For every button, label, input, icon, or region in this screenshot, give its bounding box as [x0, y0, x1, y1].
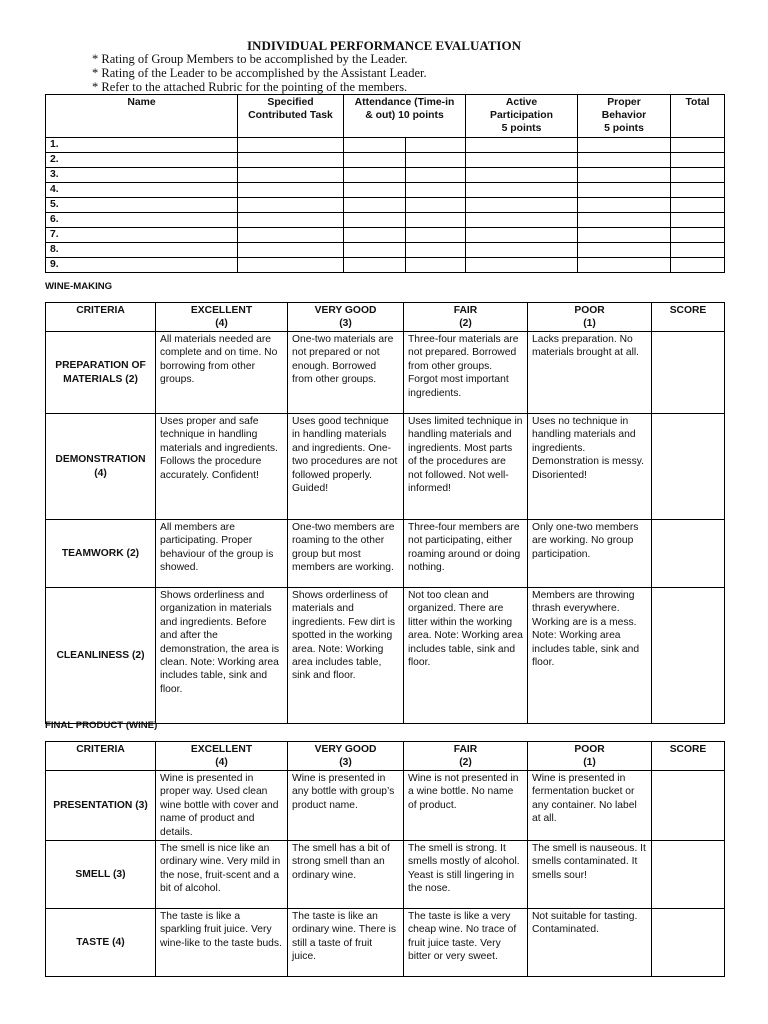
task-cell[interactable]: [238, 183, 344, 198]
page-title: INDIVIDUAL PERFORMANCE EVALUATION: [247, 38, 521, 53]
time-out-cell[interactable]: [406, 213, 466, 228]
participation-cell[interactable]: [466, 198, 578, 213]
behavior-cell[interactable]: [578, 153, 671, 168]
total-cell[interactable]: [671, 168, 725, 183]
header-poor: POOR (1): [528, 742, 652, 771]
members-rating-table: [45, 94, 725, 273]
participation-cell[interactable]: [466, 168, 578, 183]
time-out-cell[interactable]: [406, 243, 466, 258]
criteria-cell: DEMONSTRATION (4): [46, 414, 156, 520]
member-name-cell[interactable]: 1.: [46, 138, 238, 153]
criteria-cell: TEAMWORK (2): [46, 520, 156, 588]
final-product-rubric-table: [45, 741, 725, 977]
score-cell[interactable]: [652, 841, 725, 909]
fair-descriptor-cell: The smell is strong. It smells mostly of alcohol. Yeast is still lingering in the nose.: [404, 841, 528, 909]
very-good-descriptor-cell: Wine is presented in any bottle with group’s product name.: [288, 771, 404, 841]
time-in-cell[interactable]: [344, 243, 406, 258]
winemaking-rubric-table: [45, 302, 725, 724]
score-cell[interactable]: [652, 332, 725, 414]
participation-cell[interactable]: [466, 183, 578, 198]
member-name-cell[interactable]: 2.: [46, 153, 238, 168]
instruction-item: * Refer to the attached Rubric for the pointing of the members.: [92, 80, 408, 94]
winemaking-section-label: WINE-MAKING: [45, 281, 113, 292]
instructions-list: [92, 52, 427, 94]
header-score: SCORE: [652, 742, 725, 771]
header-fair: FAIR (2): [404, 303, 528, 332]
task-cell[interactable]: [238, 138, 344, 153]
behavior-cell[interactable]: [578, 198, 671, 213]
total-cell[interactable]: [671, 153, 725, 168]
header-excellent: EXCELLENT (4): [156, 303, 288, 332]
time-in-cell[interactable]: [344, 138, 406, 153]
fair-descriptor-cell: Not too clean and organized. There are litter within the working area. Note: Working area includes table, sink and floor.: [404, 588, 528, 724]
time-in-cell[interactable]: [344, 213, 406, 228]
total-cell[interactable]: [671, 213, 725, 228]
poor-descriptor-cell: Lacks preparation. No materials brought at all.: [528, 332, 652, 414]
header-behavior: Proper Behavior 5 points: [578, 95, 671, 138]
task-cell[interactable]: [238, 198, 344, 213]
behavior-cell[interactable]: [578, 183, 671, 198]
rubric-row: [46, 520, 725, 588]
member-row: [46, 213, 725, 228]
header-fair: FAIR (2): [404, 742, 528, 771]
criteria-cell: PREPARATION OF MATERIALS (2): [46, 332, 156, 414]
time-out-cell[interactable]: [406, 183, 466, 198]
behavior-cell[interactable]: [578, 213, 671, 228]
excellent-descriptor-cell: Uses proper and safe technique in handling materials and ingredients. Follows the procedure accurately. Confident!: [156, 414, 288, 520]
time-out-cell[interactable]: [406, 258, 466, 273]
rubric-row: [46, 771, 725, 841]
fair-descriptor-cell: Uses limited technique in handling materials and ingredients. Most parts of the procedures are not followed. Not well-informed!: [404, 414, 528, 520]
score-cell[interactable]: [652, 771, 725, 841]
criteria-cell: TASTE (4): [46, 909, 156, 977]
rubric-header-row: [46, 303, 725, 332]
task-cell[interactable]: [238, 213, 344, 228]
participation-cell[interactable]: [466, 258, 578, 273]
total-cell[interactable]: [671, 243, 725, 258]
participation-cell[interactable]: [466, 138, 578, 153]
behavior-cell[interactable]: [578, 138, 671, 153]
task-cell[interactable]: [238, 258, 344, 273]
rubric-row: [46, 841, 725, 909]
member-row: [46, 183, 725, 198]
members-header-row: [46, 95, 725, 138]
total-cell[interactable]: [671, 228, 725, 243]
behavior-cell[interactable]: [578, 258, 671, 273]
fair-descriptor-cell: Wine is not presented in a wine bottle. No name of product.: [404, 771, 528, 841]
header-participation: Active Participation 5 points: [466, 95, 578, 138]
poor-descriptor-cell: Wine is presented in fermentation bucket or any container. No label at all.: [528, 771, 652, 841]
time-in-cell[interactable]: [344, 168, 406, 183]
instruction-item: * Rating of Group Members to be accomplished by the Leader.: [92, 52, 408, 66]
time-out-cell[interactable]: [406, 138, 466, 153]
excellent-descriptor-cell: Shows orderliness and organization in materials and ingredients. Before and after the demonstration, the area is clean. Note: Working area includes table, sink and floor.: [156, 588, 288, 724]
member-name-cell[interactable]: 5.: [46, 198, 238, 213]
header-task: Specified Contributed Task: [238, 95, 344, 138]
task-cell[interactable]: [238, 168, 344, 183]
member-name-cell[interactable]: 6.: [46, 213, 238, 228]
member-name-cell[interactable]: 8.: [46, 243, 238, 258]
very-good-descriptor-cell: The taste is like an ordinary wine. There is still a taste of fruit juice.: [288, 909, 404, 977]
header-criteria: CRITERIA: [46, 303, 156, 332]
time-out-cell[interactable]: [406, 168, 466, 183]
total-cell[interactable]: [671, 183, 725, 198]
member-row: [46, 153, 725, 168]
time-out-cell[interactable]: [406, 228, 466, 243]
header-attendance: Attendance (Time-in & out) 10 points: [344, 95, 466, 138]
excellent-descriptor-cell: All members are participating. Proper behaviour of the group is showed.: [156, 520, 288, 588]
fair-descriptor-cell: The taste is like a very cheap wine. No trace of fruit juice taste. Very bitter or very sweet.: [404, 909, 528, 977]
rubric-row: [46, 588, 725, 724]
very-good-descriptor-cell: Shows orderliness of materials and ingredients. Few dirt is spotted in the working area. Note: Working area includes table, sink and floor.: [288, 588, 404, 724]
poor-descriptor-cell: Not suitable for tasting. Contaminated.: [528, 909, 652, 977]
time-out-cell[interactable]: [406, 198, 466, 213]
fair-descriptor-cell: Three-four members are not participating, either roaming around or doing nothing.: [404, 520, 528, 588]
time-in-cell[interactable]: [344, 198, 406, 213]
behavior-cell[interactable]: [578, 228, 671, 243]
fair-descriptor-cell: Three-four materials are not prepared. Borrowed from other groups. Forgot most important ingredients.: [404, 332, 528, 414]
task-cell[interactable]: [238, 243, 344, 258]
rubric-row: [46, 909, 725, 977]
poor-descriptor-cell: Members are throwing thrash everywhere. Working are is a mess. Note: Working area includes table, sink and floor.: [528, 588, 652, 724]
very-good-descriptor-cell: One-two materials are not prepared or not enough. Borrowed from other groups.: [288, 332, 404, 414]
header-very-good: VERY GOOD (3): [288, 303, 404, 332]
score-cell[interactable]: [652, 588, 725, 724]
header-poor: POOR (1): [528, 303, 652, 332]
member-row: [46, 198, 725, 213]
very-good-descriptor-cell: Uses good technique in handling materials and ingredients. One-two procedures are not followed properly. Guided!: [288, 414, 404, 520]
criteria-cell: CLEANLINESS (2): [46, 588, 156, 724]
criteria-cell: SMELL (3): [46, 841, 156, 909]
participation-cell[interactable]: [466, 153, 578, 168]
total-cell[interactable]: [671, 138, 725, 153]
participation-cell[interactable]: [466, 243, 578, 258]
member-name-cell[interactable]: 3.: [46, 168, 238, 183]
time-in-cell[interactable]: [344, 153, 406, 168]
member-row: [46, 228, 725, 243]
time-out-cell[interactable]: [406, 153, 466, 168]
time-in-cell[interactable]: [344, 258, 406, 273]
instruction-item: * Rating of the Leader to be accomplished by the Assistant Leader.: [92, 66, 427, 80]
score-cell[interactable]: [652, 414, 725, 520]
participation-cell[interactable]: [466, 213, 578, 228]
criteria-cell: PRESENTATION (3): [46, 771, 156, 841]
header-criteria: CRITERIA: [46, 742, 156, 771]
member-row: [46, 258, 725, 273]
behavior-cell[interactable]: [578, 243, 671, 258]
task-cell[interactable]: [238, 153, 344, 168]
header-excellent: EXCELLENT (4): [156, 742, 288, 771]
poor-descriptor-cell: The smell is nauseous. It smells contaminated. It smells sour!: [528, 841, 652, 909]
poor-descriptor-cell: Uses no technique in handling materials and ingredients. Demonstration is messy. Disoriented!: [528, 414, 652, 520]
member-name-cell[interactable]: 4.: [46, 183, 238, 198]
excellent-descriptor-cell: Wine is presented in proper way. Used clean wine bottle with cover and name of product and details.: [156, 771, 288, 841]
participation-cell[interactable]: [466, 228, 578, 243]
poor-descriptor-cell: Only one-two members are working. No group participation.: [528, 520, 652, 588]
task-cell[interactable]: [238, 228, 344, 243]
member-row: [46, 243, 725, 258]
time-in-cell[interactable]: [344, 228, 406, 243]
very-good-descriptor-cell: One-two members are roaming to the other group but most members are working.: [288, 520, 404, 588]
rubric-row: [46, 332, 725, 414]
header-total: Total: [671, 95, 725, 138]
rubric-row: [46, 414, 725, 520]
member-row: [46, 168, 725, 183]
header-name: Name: [46, 95, 238, 138]
header-score: SCORE: [652, 303, 725, 332]
score-cell[interactable]: [652, 520, 725, 588]
behavior-cell[interactable]: [578, 168, 671, 183]
member-name-cell[interactable]: 9.: [46, 258, 238, 273]
member-row: [46, 138, 725, 153]
excellent-descriptor-cell: The taste is like a sparkling fruit juice. Very wine-like to the taste buds.: [156, 909, 288, 977]
header-very-good: VERY GOOD (3): [288, 742, 404, 771]
excellent-descriptor-cell: The smell is nice like an ordinary wine. Very mild in the nose, fruit-scent and a bit of alcohol.: [156, 841, 288, 909]
rubric-header-row: [46, 742, 725, 771]
time-in-cell[interactable]: [344, 183, 406, 198]
final-product-section-label: FINAL PRODUCT (WINE): [45, 720, 158, 731]
member-name-cell[interactable]: 7.: [46, 228, 238, 243]
total-cell[interactable]: [671, 198, 725, 213]
very-good-descriptor-cell: The smell has a bit of strong smell than an ordinary wine.: [288, 841, 404, 909]
total-cell[interactable]: [671, 258, 725, 273]
score-cell[interactable]: [652, 909, 725, 977]
excellent-descriptor-cell: All materials needed are complete and on time. No borrowing from other groups.: [156, 332, 288, 414]
